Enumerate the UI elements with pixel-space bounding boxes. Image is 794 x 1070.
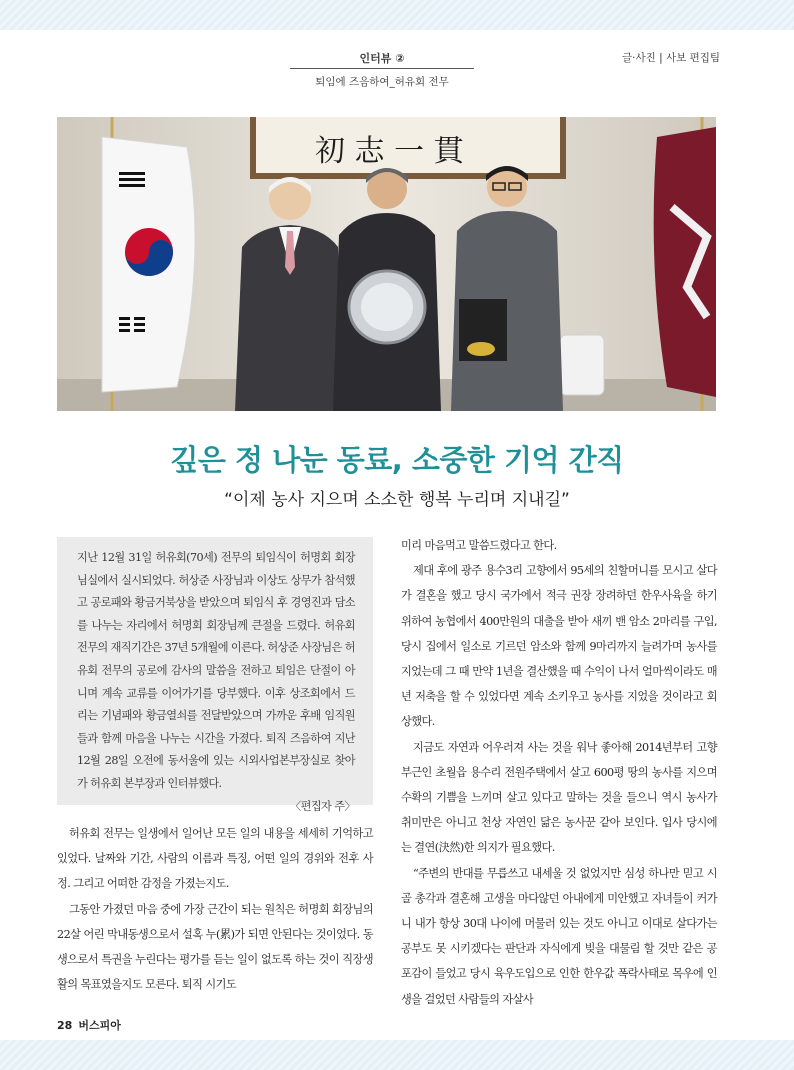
editor-note-body: 지난 12월 31일 허유회(70세) 전무의 퇴임식이 허명회 회장님실에서 실시되었다. 허상준 사장님과 이상도 상무가 참석했고 공로패와 황금거북상을 받았으며 퇴임식 후 경영진과 담소를 나누는 자리에서 허명회 회장님께 큰절을 드렸다. 허유회 전무의 재직기간은 37년 5개월에 이른다. 허상준 사장님은 허유회 전무의 공로에 감사의 말씀을 전하고 퇴임은 단절이 아니며 계속 교류를 이어가기를 당부했다. 이후 상조회에서 드리는 기념패와 황금열쇠를 전달받았으며 가까운 후배 임직원들과 함께 마음을 나누는 시간을 가졌다. 퇴직 즈음하여 지난 12월 28일 오전에 동서울에 있는 시외사업본부장실로 찾아가 허유회 본부장과 인터뷰했다. [77, 551, 355, 790]
paragraph: 미리 마음먹고 말씀드렸다고 한다. [401, 539, 557, 552]
paragraph: 지금도 자연과 어우러져 사는 것을 워낙 좋아해 2014년부터 고향 부근인 초월읍 용수리 전원주택에서 살고 600평 땅의 농사를 지으며 수확의 기쁨을 느끼며 살고 있다고 말하는 것을 들으니 역시 농사가 취미만은 아니고 천상 자연인 닮은 농사꾼 같아 보인다. 입사 당시에는 결연(決然)한 의지가 필요했다. [401, 740, 717, 855]
page-footer [57, 1017, 121, 1033]
paragraph: “주변의 반대를 무릅쓰고 내세울 것 없었지만 심성 하나만 믿고 시골 총각과 결혼해 고생을 마다않던 아내에게 미안했고 자녀들이 커가니 내가 항상 30대 나이에 머물러 있는 것도 아니고 이대로 살다가는 공부도 못 시키겠다는 판단과 자식에게 빚을 대물림 할 것만 같은 공포감이 들었고 당시 육우도입으로 인한 한우값 폭락사태로 목우에 인생을 걸었던 사람들의 자살사 [401, 866, 717, 1006]
paragraph: 제대 후에 광주 용수3리 고향에서 95세의 친할머니를 모시고 살다가 결혼을 했고 당시 국가에서 적극 권장 장려하던 한우사육을 하기 위하여 농협에서 400만원의 대출을 받아 새끼 밴 암소 2마리를 구입, 당시 집에서 일소로 기르던 암소와 함께 9마리까지 늘려가며 농사를 지었는데 그 때 만약 1년을 결산했을 때 수익이 나서 얼마씩이라도 매년 저축을 할 수 있었다면 계속 소키우고 농사를 지었을 것이라고 회상했다. [401, 564, 717, 729]
page-number: 28 [57, 1019, 73, 1032]
paragraph: 그동안 가졌던 마음 중에 가장 근간이 되는 원칙은 허명회 회장님의 22살 어린 막내동생으로서 설혹 누(累)가 되면 안된다는 것이었다. 동생으로서 특권을 누린다는 평가를 듣는 일이 없도록 하는 것이 직장생활의 목표였을지도 모른다. 퇴직 시기도 [57, 902, 373, 992]
bottom-pattern-band [0, 1040, 794, 1070]
editor-note-text [77, 547, 355, 818]
calligraphy-text: 初 志 一 貫 [315, 134, 464, 169]
paragraph: 허유회 전무는 일생에서 일어난 모든 일의 내용을 세세히 기억하고 있었다. 날짜와 기간, 사람의 이름과 특징, 어떤 일의 경위와 전후 사정. 그리고 어떠한 감정을 가졌는지도. [57, 827, 373, 891]
section-subtitle: 퇴임에 즈음하여_허유회 전무 [315, 76, 449, 88]
credit-line: 글·사진 | 사보 편집팀 [622, 52, 721, 64]
header-divider [290, 68, 474, 69]
group-photo [57, 117, 716, 411]
editor-note-box [57, 537, 373, 813]
top-pattern-band [0, 0, 794, 30]
article-subheadline: “이제 농사 지으며 소소한 행복 누리며 지내길” [224, 490, 570, 510]
section-label: 인터뷰 ② [359, 52, 405, 65]
left-column [57, 821, 373, 997]
editor-note-signature: 〈편집자 주〉 [290, 799, 355, 813]
article-headline: 깊은 정 나눈 동료, 소중한 기억 간직 [170, 443, 624, 477]
magazine-name: 버스피아 [78, 1019, 121, 1032]
right-column [401, 533, 717, 1012]
